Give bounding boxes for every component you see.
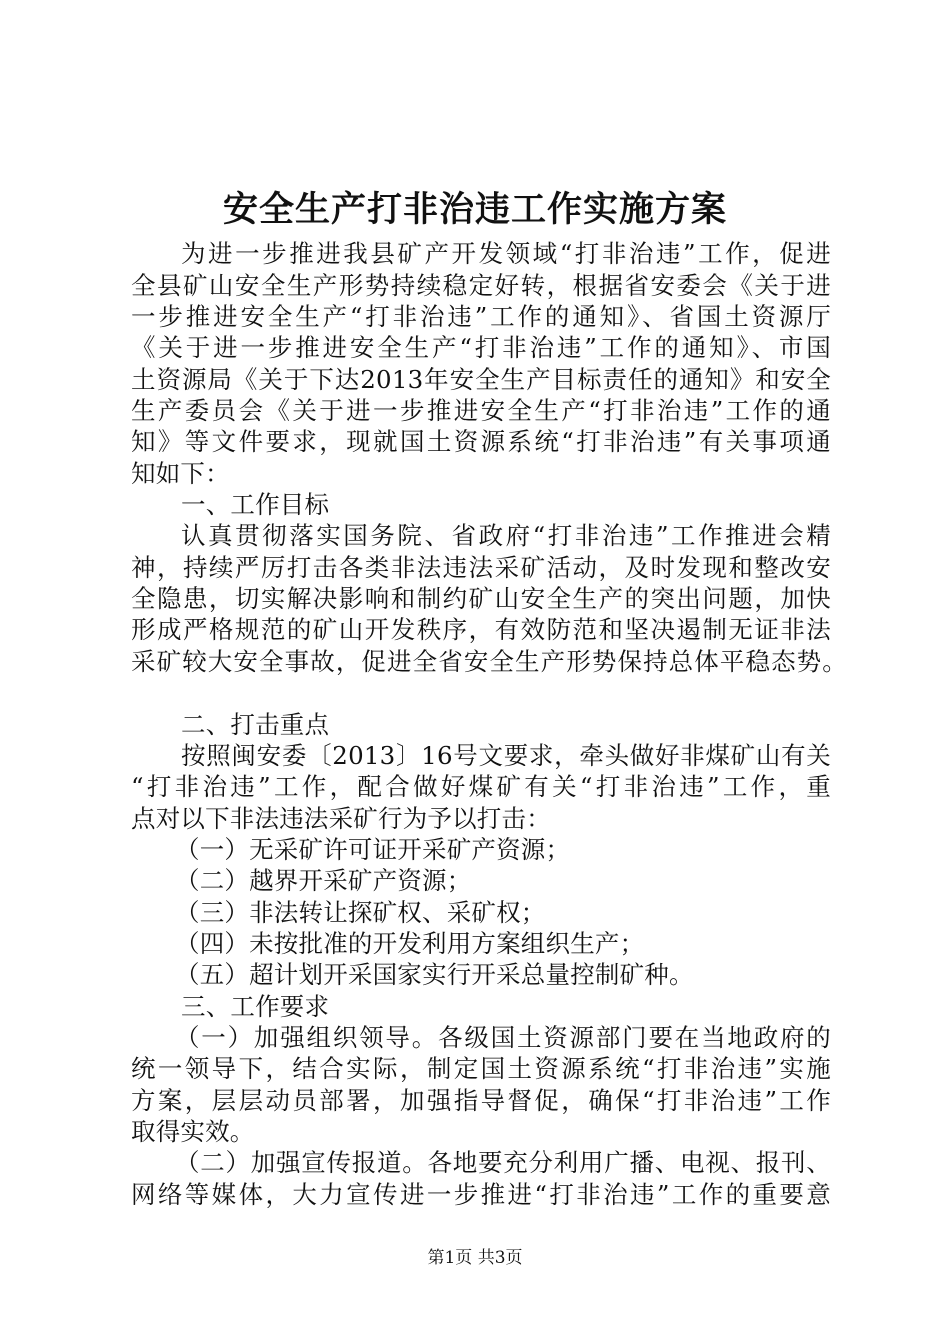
paragraph-line: 点对以下非法违法采矿行为予以打击： (131, 804, 551, 833)
paragraph-line: 全县矿山安全生产形势持续稳定好转，根据省安委会《关于进 (131, 271, 831, 300)
document-title: 安全生产打非治违工作实施方案 (222, 189, 727, 230)
paragraph-line: 按照闽安委〔2013〕16号文要求，牵头做好非煤矿山有关 (181, 741, 831, 770)
paragraph-line: 全隐患，切实解决影响和制约矿山安全生产的突出问题，加快 (131, 584, 831, 613)
paragraph-line: 神，持续严厉打击各类非法违法采矿活动，及时发现和整改安 (131, 553, 831, 582)
paragraph-line: 统一领导下，结合实际，制定国土资源系统“打非治违”实施 (131, 1054, 831, 1083)
page-footer: 第1页 共3页 (427, 1248, 523, 1268)
section-heading: 三、工作要求 (181, 992, 330, 1021)
paragraph-line: （一）加强组织领导。各级国土资源部门要在当地政府的 (175, 1023, 831, 1052)
paragraph-line: 知》等文件要求，现就国土资源系统“打非治违”有关事项通 (131, 427, 831, 456)
list-item: （三）非法转让探矿权、采矿权； (175, 898, 546, 927)
paragraph-line: 取得实效。 (131, 1117, 255, 1146)
paragraph-line: 采矿较大安全事故，促进全省安全生产形势保持总体平稳态势。 (131, 647, 847, 676)
paragraph-line: 一步推进安全生产“打非治违”工作的通知》、省国土资源厅 (131, 302, 831, 331)
paragraph-line: “打非治违”工作，配合做好煤矿有关“打非治违”工作，重 (131, 772, 831, 801)
paragraph-line: 认真贯彻落实国务院、省政府“打非治违”工作推进会精 (181, 521, 831, 550)
paragraph-line: 为进一步推进我县矿产开发领域“打非治违”工作，促进 (181, 239, 831, 268)
paragraph-line: 形成严格规范的矿山开发秩序，有效防范和坚决遏制无证非法 (131, 615, 831, 644)
paragraph-line: 知如下： (131, 459, 230, 488)
section-heading: 一、工作目标 (181, 490, 330, 519)
list-item: （五）超计划开采国家实行开采总量控制矿种。 (175, 960, 694, 989)
list-item: （四）未按批准的开发利用方案组织生产； (175, 929, 645, 958)
paragraph-line: 生产委员会《关于进一步推进安全生产“打非治违”工作的通 (131, 396, 831, 425)
section-heading: 二、打击重点 (181, 710, 330, 739)
paragraph-line: 土资源局《关于下达2013年安全生产目标责任的通知》和安全 (131, 365, 831, 394)
paragraph-line: 网络等媒体，大力宣传进一步推进“打非治违”工作的重要意 (131, 1180, 831, 1209)
list-item: （一）无采矿许可证开采矿产资源； (175, 835, 571, 864)
paragraph-line: 《关于进一步推进安全生产“打非治违”工作的通知》、市国 (131, 333, 831, 362)
paragraph-line: 方案，层层动员部署，加强指导督促，确保“打非治违”工作 (131, 1086, 831, 1115)
list-item: （二）越界开采矿产资源； (175, 866, 472, 895)
paragraph-line: （二）加强宣传报道。各地要充分利用广播、电视、报刊、 (175, 1148, 831, 1177)
